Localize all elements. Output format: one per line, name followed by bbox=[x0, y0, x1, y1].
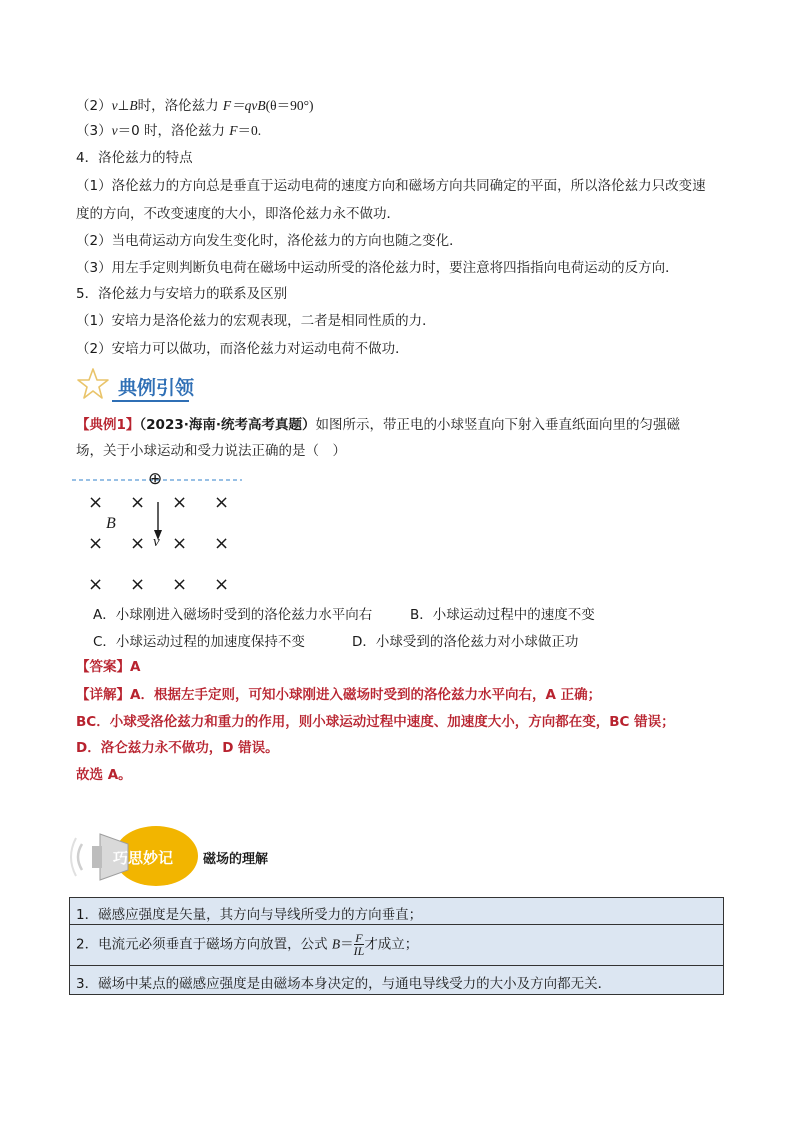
symbol-B: B bbox=[331, 936, 341, 952]
field-cross: × bbox=[172, 574, 188, 595]
text: ＝0 时，洛伦兹力 bbox=[117, 123, 230, 139]
line-vperpB bbox=[76, 96, 314, 116]
field-cross: × bbox=[172, 533, 188, 554]
denominator: IL bbox=[353, 944, 365, 958]
field-cross: × bbox=[130, 492, 146, 513]
formula-lorentz: F＝qvB bbox=[222, 98, 266, 113]
para-4-1b: 度的方向，不改变速度的大小，即洛伦兹力永不做功． bbox=[76, 206, 400, 222]
tip-text: 才成立； bbox=[364, 936, 419, 953]
symbol-F: F bbox=[229, 123, 238, 138]
symbol-equals: ＝ bbox=[340, 936, 354, 953]
item-number: （3） bbox=[76, 123, 112, 139]
text: 时，洛伦兹力 bbox=[137, 98, 223, 114]
analysis-2: BC．小球受洛伦兹力和重力的作用，则小球运动过程中速度、加速度大小，方向都在变，BC 错误； bbox=[76, 714, 675, 730]
para-5-2: （2）安培力可以做功，而洛伦兹力对运动电荷不做功． bbox=[76, 341, 409, 357]
tip-badge: 巧思妙记 bbox=[113, 849, 174, 867]
para-4-2: （2）当电荷运动方向发生变化时，洛伦兹力的方向也随之变化． bbox=[76, 233, 463, 249]
tip-title: 磁场的理解 bbox=[203, 852, 269, 867]
para-5-1: （1）安培力是洛伦兹力的宏观表现，二者是相同性质的力． bbox=[76, 313, 436, 329]
option-d: D．小球受到的洛伦兹力对小球做正功 bbox=[352, 634, 579, 650]
answer-value: A bbox=[130, 659, 141, 675]
heading-5: 5．洛伦兹力与安培力的联系及区别 bbox=[76, 286, 288, 302]
heading-4: 4．洛伦兹力的特点 bbox=[76, 150, 193, 166]
section-heading: 典例引领 bbox=[118, 377, 195, 399]
tip-divider bbox=[70, 924, 723, 925]
field-cross: × bbox=[172, 492, 188, 513]
analysis-4: 故选 A。 bbox=[76, 767, 132, 783]
para-4-1a: （1）洛伦兹力的方向总是垂直于运动电荷的速度方向和磁场方向共同确定的平面，所以洛伦兹力只改变速 bbox=[76, 178, 706, 194]
example-text-2: 场，关于小球运动和受力说法正确的是（ ） bbox=[76, 443, 346, 459]
line-v-zero bbox=[76, 121, 261, 141]
analysis-text-1: A．根据左手定则，可知小球刚进入磁场时受到的洛伦兹力水平向右，A 正确； bbox=[130, 687, 602, 703]
field-cross: × bbox=[130, 533, 146, 554]
fraction-F-over-IL bbox=[354, 932, 365, 957]
label-v: v bbox=[153, 534, 160, 550]
symbol-v: v bbox=[111, 98, 118, 113]
numerator: F bbox=[355, 931, 363, 945]
symbol-v: v bbox=[111, 123, 118, 138]
tip-box bbox=[69, 897, 724, 995]
analysis-tag: 【详解】 bbox=[76, 687, 130, 703]
symbol-perp: ⊥ bbox=[117, 98, 130, 114]
field-cross: × bbox=[130, 574, 146, 595]
field-cross: × bbox=[88, 574, 104, 595]
tip-item-1: 1．磁感应强度是矢量，其方向与导线所受力的方向垂直； bbox=[76, 907, 423, 923]
option-b: B．小球运动过程中的速度不变 bbox=[410, 607, 595, 623]
option-c: C．小球运动过程的加速度保持不变 bbox=[93, 634, 305, 650]
field-cross: × bbox=[214, 492, 230, 513]
tip-item-2 bbox=[76, 932, 418, 957]
analysis-1 bbox=[76, 685, 601, 705]
formula-angle: (θ＝90°) bbox=[265, 98, 314, 113]
field-cross: × bbox=[214, 574, 230, 595]
para-4-3: （3）用左手定则判断负电荷在磁场中运动所受的洛伦兹力时，要注意将四指指向电荷运动的反方向． bbox=[76, 260, 679, 276]
tip-divider bbox=[70, 965, 723, 966]
field-cross: × bbox=[88, 492, 104, 513]
answer bbox=[76, 657, 140, 677]
example-text-1: 如图所示，带正电的小球竖直向下射入垂直纸面向里的匀强磁 bbox=[315, 417, 680, 433]
example-source: （2023·海南·统考高考真题） bbox=[139, 417, 316, 433]
example-tag: 【典例1】 bbox=[76, 417, 140, 433]
field-cross: × bbox=[88, 533, 104, 554]
tip-item-3: 3．磁场中某点的磁感应强度是由磁场本身决定的，与通电导线受力的大小及方向都无关． bbox=[76, 976, 612, 992]
analysis-3: D．洛仑兹力永不做功，D 错误。 bbox=[76, 740, 279, 756]
item-number: （2） bbox=[76, 98, 112, 114]
label-B: B bbox=[106, 515, 116, 532]
field-cross: × bbox=[214, 533, 230, 554]
example-question bbox=[76, 415, 680, 435]
text: ＝0. bbox=[237, 123, 262, 138]
heading-underline bbox=[112, 400, 189, 402]
symbol-B: B bbox=[129, 98, 138, 113]
star-icon bbox=[76, 367, 110, 401]
option-a: A．小球刚进入磁场时受到的洛伦兹力水平向右 bbox=[93, 607, 373, 623]
answer-tag: 【答案】 bbox=[76, 659, 130, 675]
positive-charge: ⊕ bbox=[148, 469, 163, 489]
tip-text: 2．电流元必须垂直于磁场方向放置，公式 bbox=[76, 936, 332, 953]
